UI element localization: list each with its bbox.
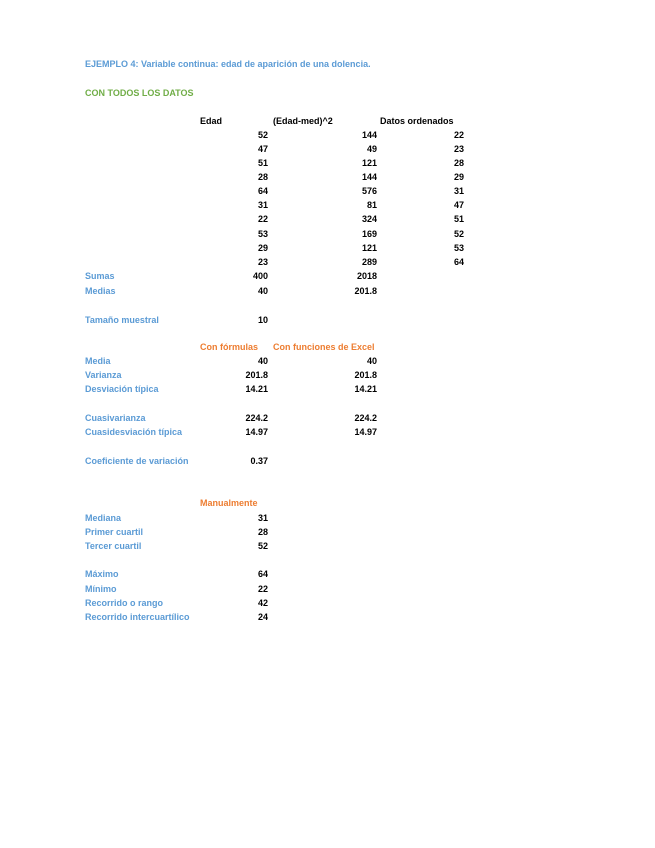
mediana-value: 31 xyxy=(257,513,268,523)
formulas-header: Con fórmulas xyxy=(200,342,259,352)
primer-cuartil-label: Primer cuartil xyxy=(85,527,144,537)
tamano-value: 10 xyxy=(257,315,268,325)
cell-sorted: 52 xyxy=(453,229,464,239)
cell-edad: 28 xyxy=(257,172,268,182)
varianza-formula: 201.8 xyxy=(245,370,268,380)
tamano-label: Tamaño muestral xyxy=(85,315,159,325)
header-edad: Edad xyxy=(200,116,223,126)
coef-label: Coeficiente de variación xyxy=(85,456,189,466)
medias-dev: 201.8 xyxy=(354,286,377,296)
desviacion-excel: 14.21 xyxy=(354,384,377,394)
tercer-cuartil-value: 52 xyxy=(257,541,268,551)
sumas-dev: 2018 xyxy=(356,271,377,281)
media-formula: 40 xyxy=(257,356,268,366)
cell-sorted: 31 xyxy=(453,186,464,196)
cell-edad: 29 xyxy=(257,243,268,253)
cell-edad: 53 xyxy=(257,229,268,239)
cell-sorted: 53 xyxy=(453,243,464,253)
cuasidesviacion-formula: 14.97 xyxy=(245,427,268,437)
cuasivarianza-excel: 224.2 xyxy=(354,413,377,423)
cell-dev: 49 xyxy=(366,144,377,154)
maximo-value: 64 xyxy=(257,569,268,579)
cell-edad: 31 xyxy=(257,200,268,210)
header-sorted: Datos ordenados xyxy=(380,116,454,126)
desviacion-formula: 14.21 xyxy=(245,384,268,394)
manual-header: Manualmente xyxy=(200,498,258,508)
cell-dev: 289 xyxy=(361,257,377,267)
cell-dev: 121 xyxy=(361,158,377,168)
cuasidesviacion-excel: 14.97 xyxy=(354,427,377,437)
cell-sorted: 28 xyxy=(453,158,464,168)
cell-sorted: 29 xyxy=(453,172,464,182)
coef-value: 0.37 xyxy=(250,456,268,466)
cell-sorted: 47 xyxy=(453,200,464,210)
cell-edad: 52 xyxy=(257,130,268,140)
rango-value: 42 xyxy=(257,598,268,608)
cell-sorted: 23 xyxy=(453,144,464,154)
cell-edad: 22 xyxy=(257,214,268,224)
cuasivarianza-formula: 224.2 xyxy=(245,413,268,423)
cuasivarianza-label: Cuasivarianza xyxy=(85,413,146,423)
cell-edad: 47 xyxy=(257,144,268,154)
medias-label: Medias xyxy=(85,286,116,296)
maximo-label: Máximo xyxy=(85,569,119,579)
cell-dev: 81 xyxy=(366,200,377,210)
desviacion-label: Desviación típica xyxy=(85,384,159,394)
cell-dev: 324 xyxy=(361,214,377,224)
intercuartilico-value: 24 xyxy=(257,612,268,622)
cell-dev: 121 xyxy=(361,243,377,253)
cell-edad: 64 xyxy=(257,186,268,196)
header-deviation: (Edad-med)^2 xyxy=(273,116,333,126)
cell-dev: 169 xyxy=(361,229,377,239)
minimo-label: Mínimo xyxy=(85,584,117,594)
cell-dev: 144 xyxy=(361,172,377,182)
media-excel: 40 xyxy=(366,356,377,366)
rango-label: Recorrido o rango xyxy=(85,598,164,608)
minimo-value: 22 xyxy=(257,584,268,594)
tercer-cuartil-label: Tercer cuartil xyxy=(85,541,142,551)
section-title: CON TODOS LOS DATOS xyxy=(85,88,194,98)
intercuartilico-label: Recorrido intercuartílico xyxy=(85,612,190,622)
cell-dev: 144 xyxy=(361,130,377,140)
excel-header: Con funciones de Excel xyxy=(273,342,375,352)
varianza-label: Varianza xyxy=(85,370,122,380)
sumas-edad: 400 xyxy=(252,271,268,281)
medias-edad: 40 xyxy=(257,286,268,296)
sumas-label: Sumas xyxy=(85,271,115,281)
page-title: EJEMPLO 4: Variable continua: edad de aparición de una dolencia. xyxy=(85,59,371,69)
cell-sorted: 64 xyxy=(453,257,464,267)
mediana-label: Mediana xyxy=(85,513,122,523)
varianza-excel: 201.8 xyxy=(354,370,377,380)
primer-cuartil-value: 28 xyxy=(257,527,268,537)
cuasidesviacion-label: Cuasidesviación típica xyxy=(85,427,183,437)
cell-sorted: 22 xyxy=(453,130,464,140)
cell-edad: 23 xyxy=(257,257,268,267)
media-label: Media xyxy=(85,356,111,366)
cell-edad: 51 xyxy=(257,158,268,168)
cell-dev: 576 xyxy=(361,186,377,196)
cell-sorted: 51 xyxy=(453,214,464,224)
